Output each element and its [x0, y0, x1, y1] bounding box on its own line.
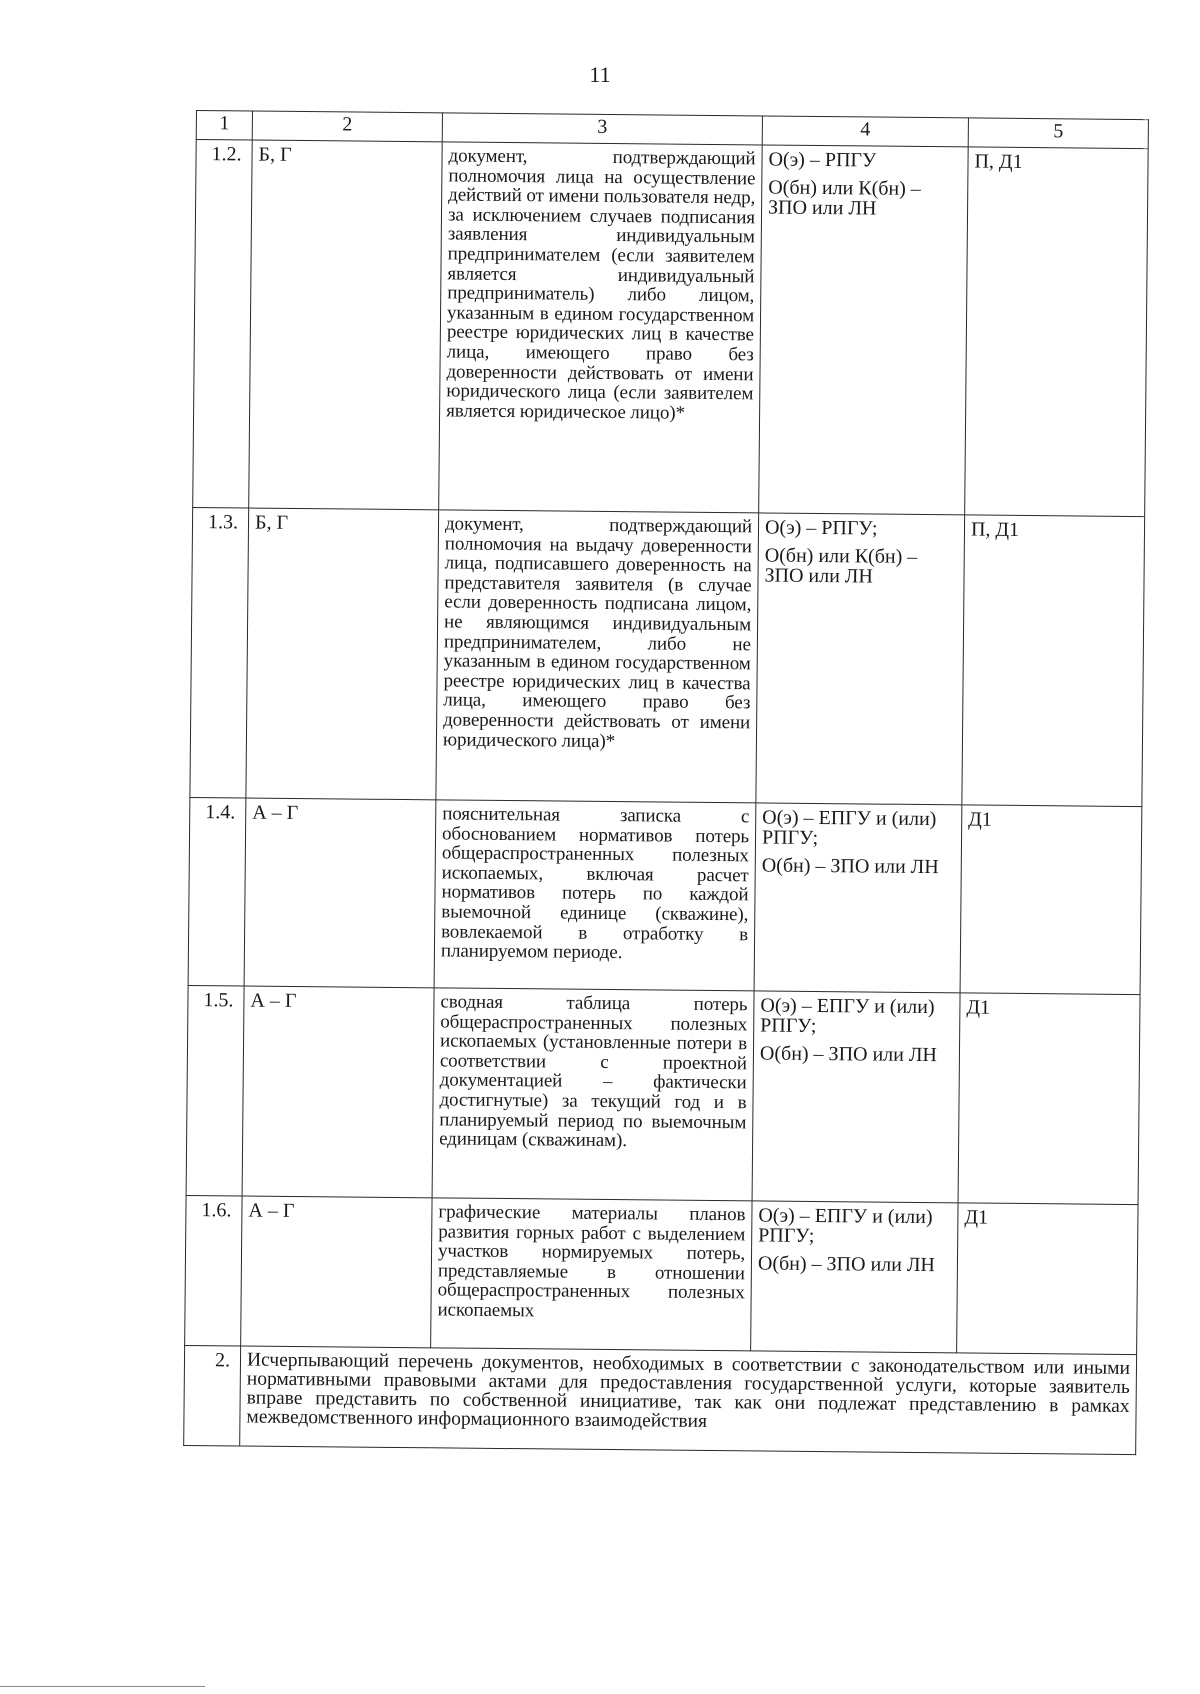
column-header: 4 — [762, 116, 968, 147]
column-header: 3 — [442, 113, 762, 145]
documents-table — [183, 110, 1149, 1455]
applicant-category: Б, Г — [249, 140, 443, 510]
column-header: 2 — [252, 111, 442, 142]
document-purpose: П, Д1 — [965, 147, 1149, 517]
document-description: пояснительная записка с обоснованием нормативов потерь общераспространенных полезных ископаемых, включая расчет нормативов потерь по каждой выемочной единице (скважине), вовлекаемой в отработку в планируемом периоде. — [434, 800, 756, 991]
table-row-section — [184, 1345, 1137, 1454]
submission-method — [754, 803, 962, 993]
table-row — [188, 797, 1142, 994]
applicant-category: А – Г — [244, 798, 436, 988]
submission-paper: О(бн) – ЗПО или ЛН — [761, 854, 939, 879]
submission-paper: О(бн) или К(бн) – ЗПО или ЛН — [764, 544, 918, 588]
row-number: 1.2. — [193, 140, 253, 509]
row-number: 1.6. — [185, 1195, 242, 1346]
scan-edge-line — [0, 1686, 205, 1687]
row-number: 2. — [184, 1345, 241, 1446]
submission-electronic: О(э) – РПГУ; — [764, 516, 878, 540]
document-purpose: Д1 — [957, 1203, 1138, 1355]
submission-method — [751, 1201, 958, 1353]
document-purpose: П, Д1 — [962, 515, 1145, 807]
submission-method — [759, 145, 969, 515]
document-description: графические материалы планов развития горных работ с выделением участков нормируемых потерь, представляемые в отношении общераспространенных полезных ископаемых — [431, 1198, 752, 1351]
table-row — [186, 985, 1140, 1204]
applicant-category: А – Г — [242, 986, 434, 1198]
document-description: документ, подтверждающий полномочия лица на осуществление действий от имени пользователя недр, за исключением случаев подписания заявления индивидуальным предпринимателем (если заявителем является индивидуальный предприниматель) либо лицом, указанным в едином государственном реестре юридических лиц в качестве лица, имеющего право без доверенности действовать от имени юридического лица (если заявителем является юридическое лицо)* — [439, 142, 763, 513]
submission-paper: О(бн) – ЗПО или ЛН — [759, 1042, 938, 1067]
column-header: 1 — [196, 111, 252, 141]
row-number: 1.4. — [188, 797, 246, 986]
submission-electronic: О(э) – ЕПГУ и (или) РПГУ; — [758, 1204, 933, 1247]
submission-paper: О(бн) – ЗПО или ЛН — [757, 1252, 936, 1277]
table-row — [193, 140, 1148, 517]
documents-table-wrapper — [183, 110, 1148, 1455]
table-row — [185, 1195, 1138, 1354]
submission-electronic: О(э) – ЕПГУ и (или) РПГУ; — [761, 806, 937, 850]
table-row — [190, 507, 1145, 806]
submission-method — [752, 991, 960, 1203]
document-purpose: Д1 — [960, 805, 1142, 995]
applicant-category: А – Г — [241, 1196, 432, 1348]
document-description: сводная таблица потерь общераспространенных полезных ископаемых (установленные потери в соответствии с проектной документацией – фактически достигнутые) за текущий год и в планируемый период по выемочным единицам (скважинам). — [432, 988, 754, 1201]
submission-electronic: О(э) – РПГУ — [768, 148, 877, 172]
submission-electronic: О(э) – ЕПГУ и (или) РПГУ; — [760, 994, 935, 1037]
row-number: 1.5. — [186, 985, 244, 1196]
page-number: 11 — [589, 62, 611, 87]
section-description: Исчерпывающий перечень документов, необходимых в соответствии с законодательством или иными нормативными правовыми актами для предоставления государственной услуги, которые заявитель вправе представить по собственной инициативе, так как они подлежат представлению в рамках межведомственного информационного взаимодействия — [240, 1346, 1137, 1455]
applicant-category: Б, Г — [246, 508, 439, 800]
submission-paper: О(бн) или К(бн) – ЗПО или ЛН — [767, 176, 921, 220]
column-header: 5 — [968, 118, 1148, 149]
row-number: 1.3. — [190, 507, 249, 798]
submission-method — [756, 513, 965, 805]
document-description: документ, подтверждающий полномочия на выдачу доверенности лица, подписавшего доверенность на представителя заявителя (в случае если доверенность подписана лицом, не являющимся индивидуальным предпринимателем, либо не указанным в едином государственном реестре юридических лиц в качества лица, имеющего право без доверенности действовать от имени юридического лица)* — [436, 510, 759, 803]
document-purpose: Д1 — [958, 993, 1140, 1205]
